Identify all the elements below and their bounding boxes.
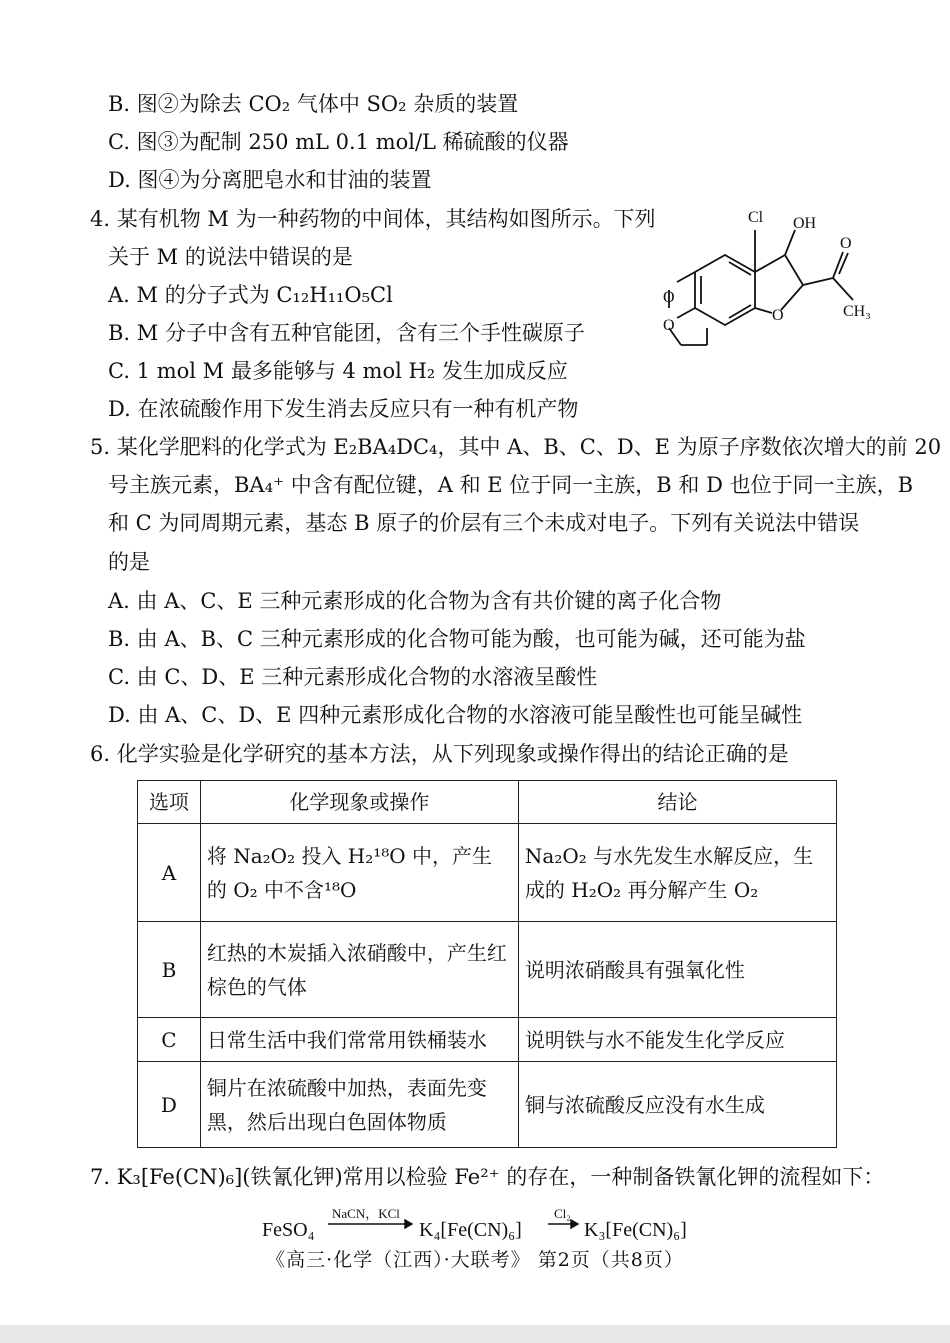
q4-stem-line2: 关于 M 的说法中错误的是: [108, 245, 353, 269]
arrow-2-head: [571, 1220, 578, 1228]
q6-stem: 6. 化学实验是化学研究的基本方法，从下列现象或操作得出的结论正确的是: [90, 742, 789, 766]
q4-option-d: D. 在浓硫酸作用下发生消去反应只有一种有机产物: [108, 397, 579, 421]
header-operation: 化学现象或操作: [200, 781, 518, 824]
row-option: A: [138, 824, 201, 922]
row-conclusion: 铜与浓硫酸反应没有水生成: [518, 1062, 836, 1148]
q3-option-c: C. 图③为配制 250 mL 0.1 mol/L 稀硫酸的仪器: [108, 130, 569, 154]
table-row: [138, 922, 837, 1018]
dioxane-o-label-1: O: [663, 289, 675, 306]
q7-stem: 7. K₃[Fe(CN)₆](铁氰化钾)常用以检验 Fe²⁺ 的存在，一种制备铁氰化钾的流程如下：: [90, 1165, 885, 1189]
q5-option-a: A. 由 A、C、E 三种元素形成的化合物为含有共价键的离子化合物: [108, 589, 722, 613]
table-row: [138, 1018, 837, 1062]
table-row: [138, 1062, 837, 1148]
q5-stem-line3: 和 C 为同周期元素，基态 B 原子的价层有三个未成对电子。下列有关说法中错误: [108, 511, 860, 535]
table-row: [138, 824, 837, 922]
header-conclusion: 结论: [518, 781, 836, 824]
ring-o-label: O: [772, 307, 784, 324]
scheme-mid: K₄[Fe(CN)₆]: [419, 1219, 522, 1241]
q5-stem-line4: 的是: [108, 550, 150, 574]
q5-stem-line1: 5. 某化学肥料的化学式为 E₂BA₄DC₄，其中 A、B、C、D、E 为原子序数依次增大的前 20: [90, 435, 942, 459]
page-footer: 《高三·化学（江西）·大联考》 第2页（共8页）: [266, 1249, 684, 1271]
dioxane-o-label-2: O: [663, 317, 675, 334]
row-operation: 铜片在浓硫酸中加热，表面先变黑，然后出现白色固体物质: [200, 1062, 518, 1148]
q4-option-c: C. 1 mol M 最多能够与 4 mol H₂ 发生加成反应: [108, 359, 568, 383]
row-operation: 将 Na₂O₂ 投入 H₂¹⁸O 中，产生的 O₂ 中不含¹⁸O: [200, 824, 518, 922]
table-header-row: [138, 781, 837, 824]
q7-reaction-scheme: [262, 1206, 732, 1246]
q4-option-b: B. M 分子中含有五种官能团，含有三个手性碳原子: [108, 321, 585, 345]
arrow-1-head: [405, 1220, 412, 1228]
q3-option-b: B. 图②为除去 CO₂ 气体中 SO₂ 杂质的装置: [108, 92, 519, 116]
q5-stem-line2: 号主族元素，BA₄⁺ 中含有配位键，A 和 E 位于同一主族，B 和 D 也位于同一主族，B: [108, 473, 914, 497]
q4-stem-line1: 4. 某有机物 M 为一种药物的中间体，其结构如图所示。下列: [90, 207, 656, 231]
row-option: B: [138, 922, 201, 1018]
scheme-reagent1: NaCN，KCl: [332, 1206, 400, 1221]
oh-label: OH: [793, 215, 817, 232]
ch3-label: CH₃: [843, 303, 871, 320]
cl-label: Cl: [748, 209, 764, 226]
carbonyl-o-label: O: [840, 235, 852, 252]
scan-bottom-band: [0, 1325, 950, 1343]
row-operation: 日常生活中我们常常用铁桶装水: [200, 1018, 518, 1062]
molecule-m-structure: [655, 200, 880, 370]
q5-option-c: C. 由 C、D、E 三种元素形成化合物的水溶液呈酸性: [108, 665, 598, 689]
q3-option-d: D. 图④为分离肥皂水和甘油的装置: [108, 168, 432, 192]
q5-option-d: D. 由 A、C、D、E 四种元素形成化合物的水溶液可能呈酸性也可能呈碱性: [108, 703, 803, 727]
row-conclusion: 说明铁与水不能发生化学反应: [518, 1018, 836, 1062]
row-conclusion: Na₂O₂ 与水先发生水解反应，生成的 H₂O₂ 再分解产生 O₂: [518, 824, 836, 922]
row-conclusion: 说明浓硝酸具有强氧化性: [518, 922, 836, 1018]
scheme-start: FeSO₄: [262, 1219, 315, 1241]
q5-option-b: B. 由 A、B、C 三种元素形成的化合物可能为酸，也可能为碱，还可能为盐: [108, 627, 806, 651]
q6-table: [137, 780, 837, 1148]
row-option: D: [138, 1062, 201, 1148]
header-option: 选项: [138, 781, 201, 824]
row-operation: 红热的木炭插入浓硝酸中，产生红棕色的气体: [200, 922, 518, 1018]
q4-option-a: A. M 的分子式为 C₁₂H₁₁O₅Cl: [108, 283, 393, 307]
scheme-end: K₃[Fe(CN)₆]: [584, 1219, 687, 1241]
row-option: C: [138, 1018, 201, 1062]
scheme-reagent2: Cl₂: [554, 1206, 571, 1221]
